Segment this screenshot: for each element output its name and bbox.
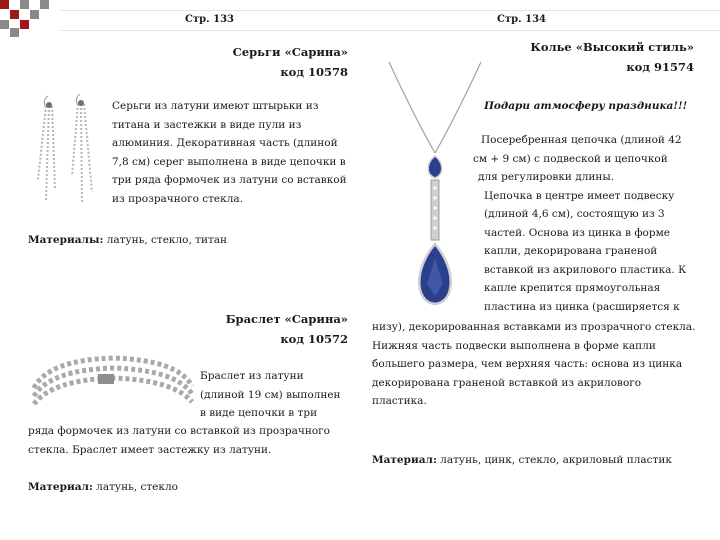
earrings-description xyxy=(112,97,352,208)
bracelet-name: Браслет «Сарина» xyxy=(225,312,348,326)
necklace-desc-line: капле крепится прямоугольная xyxy=(484,282,661,294)
necklace-desc-line: капли, декорирована граненой xyxy=(484,245,658,257)
necklace-tagline: Подари атмосферу праздника!!! xyxy=(484,100,688,112)
bracelet-desc-line: в виде цепочки в три xyxy=(200,407,318,419)
bracelet-description xyxy=(200,367,350,423)
bracelet-desc-line: (длиной 19 см) выполнен xyxy=(200,388,341,401)
corner-deco-icon xyxy=(0,0,60,40)
necklace-desc-line: частей. Основа из цинка в форме xyxy=(484,226,670,239)
bracelet-description-wide xyxy=(28,422,358,459)
necklace-materials xyxy=(372,451,672,470)
necklace-desc-line: пластика. xyxy=(372,395,427,407)
materials-value: латунь, стекло, титан xyxy=(103,234,228,246)
necklace-desc-line: низу), декорированная вставками из прозрачного стекла. xyxy=(372,321,696,333)
necklace-title xyxy=(490,37,694,77)
necklace-code: код 91574 xyxy=(626,60,694,74)
necklace-desc-line: для регулировки длины. xyxy=(478,171,615,183)
necklace-desc-line: декорирована граненой вставкой из акрилового xyxy=(372,376,642,389)
bracelet-title xyxy=(200,309,348,349)
bracelet-desc-line: Браслет из латуни xyxy=(200,370,304,382)
bracelet-image xyxy=(28,346,198,424)
header-bar-bottom xyxy=(60,30,720,31)
necklace-description xyxy=(473,131,698,316)
materials-label: Материалы: xyxy=(28,234,104,246)
earrings-materials xyxy=(28,231,227,250)
necklace-desc-line: (длиной 4,6 см), состоящую из 3 xyxy=(484,208,665,220)
necklace-desc-line: см + 9 см) с подвеской и цепочкой xyxy=(473,152,668,165)
bracelet-desc-line: стекла. Браслет имеет застежку из латуни. xyxy=(28,443,272,456)
page-number-left: Стр. 133 xyxy=(185,14,234,25)
earrings-code: код 10578 xyxy=(280,65,348,79)
earrings-desc-line: Серьги из латуни имеют штырьки из xyxy=(112,100,319,112)
earrings-desc-line: три ряда формочек из латуни со вставкой xyxy=(112,174,347,186)
earrings-title xyxy=(200,42,348,82)
earrings-name: Серьги «Сарина» xyxy=(232,45,348,59)
earrings-desc-line: 7,8 см) серег выполнена в виде цепочки в xyxy=(112,155,346,168)
materials-label: Материал: xyxy=(372,454,437,466)
necklace-name: Колье «Высокий стиль» xyxy=(530,40,694,54)
earrings-desc-line: из прозрачного стекла. xyxy=(112,192,243,205)
necklace-image xyxy=(385,58,485,313)
earrings-desc-line: алюминия. Декоративная часть (длиной xyxy=(112,137,338,149)
header-bar xyxy=(60,10,720,11)
necklace-desc-line: Посеребренная цепочка (длиной 42 xyxy=(481,134,682,146)
necklace-desc-line: Нижняя часть подвески выполнена в форме капли xyxy=(372,339,656,352)
necklace-desc-line: Цепочка в центре имеет подвеску xyxy=(484,189,675,202)
bracelet-desc-line: ряда формочек из латуни со вставкой из прозрачного xyxy=(28,425,330,437)
bracelet-materials xyxy=(28,478,178,497)
materials-value: латунь, стекло xyxy=(92,481,178,493)
earrings-image xyxy=(28,92,108,212)
bracelet-code: код 10572 xyxy=(280,332,348,346)
necklace-desc-line: вставкой из акрилового пластика. К xyxy=(484,263,687,276)
page-number-right: Стр. 134 xyxy=(497,14,546,25)
earrings-desc-line: титана и застежки в виде пули из xyxy=(112,118,302,131)
materials-label: Материал: xyxy=(28,481,93,493)
necklace-description-wide xyxy=(372,318,712,411)
necklace-desc-line: пластина из цинка (расширяется к xyxy=(484,300,680,313)
necklace-desc-line: большего размера, чем верхняя часть: основа из цинка xyxy=(372,358,683,370)
materials-value: латунь, цинк, стекло, акриловый пластик xyxy=(436,454,672,466)
